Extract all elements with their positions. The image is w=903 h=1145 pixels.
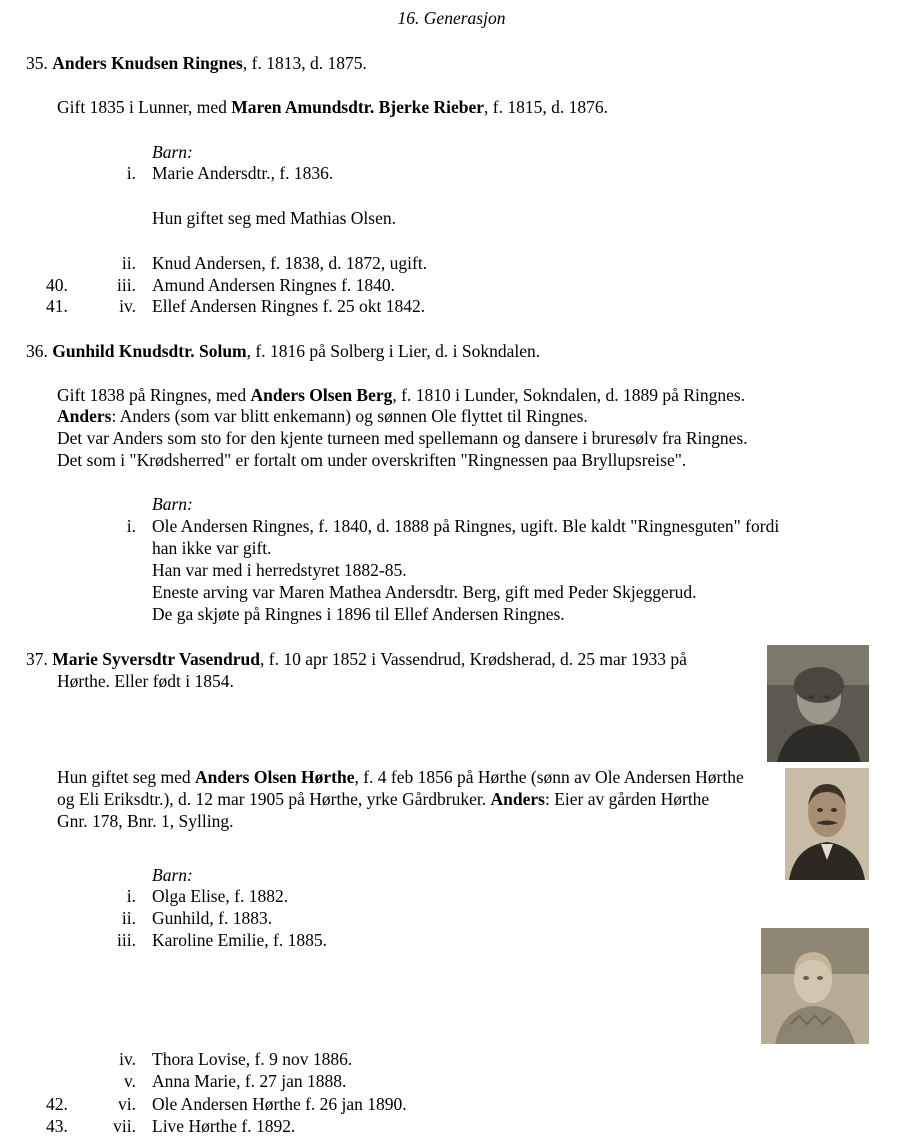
child-roman: ii. (121, 253, 136, 273)
entry-37-header-cont: Hørthe. Eller født i 1854. (57, 671, 234, 691)
child-text: Karoline Emilie, f. 1885. (152, 930, 327, 950)
child-text: Thora Lovise, f. 9 nov 1886. (152, 1049, 353, 1069)
child-text: Olga Elise, f. 1882. (152, 886, 289, 906)
spouse-name: Anders Olsen Hørthe (195, 767, 355, 787)
page-title: 16. Generasjon (397, 8, 506, 28)
child-text: Marie Andersdtr., f. 1836. (152, 163, 334, 183)
entry-36-note-1: Anders: Anders (som var blitt enkemann) og sønnen Ole flyttet til Ringnes. (57, 406, 588, 426)
child-text: Knud Andersen, f. 1838, d. 1872, ugift. (152, 253, 428, 273)
child-roman: i. (126, 516, 136, 536)
entry-37-header (26, 648, 687, 670)
child-roman: iv. (119, 296, 136, 316)
person-name: Gunhild Knudsdtr. Solum (52, 341, 247, 361)
entry-number: 37. (26, 649, 48, 669)
person-dates: , f. 1816 på Solberg i Lier, d. i Sokndalen. (246, 341, 541, 361)
child-text: Eneste arving var Maren Mathea Andersdtr. Berg, gift med Peder Skjeggerud. (152, 582, 697, 602)
child-roman: iii. (117, 930, 136, 950)
child-ref-number: 40. (46, 275, 68, 295)
child-roman: vi. (118, 1094, 136, 1114)
entry-36-header (26, 340, 540, 362)
child-text: Ole Andersen Hørthe f. 26 jan 1890. (152, 1094, 407, 1114)
person-dates: , f. 1813, d. 1875. (242, 53, 367, 73)
child-text: Live Hørthe f. 1892. (152, 1116, 296, 1136)
person-name: Marie Syversdtr Vasendrud (52, 649, 260, 669)
child-roman: i. (126, 163, 136, 183)
entry-36-marriage: Gift 1838 på Ringnes, med Anders Olsen Berg, f. 1810 i Lunder, Sokndalen, d. 1889 på Ringnes. (57, 385, 746, 405)
child-text: Gunhild, f. 1883. (152, 908, 273, 928)
child-roman: iv. (119, 1049, 136, 1069)
spouse-name: Maren Amundsdtr. Bjerke Rieber (231, 97, 485, 117)
child-ref-number: 43. (46, 1116, 68, 1136)
child-note: Hun giftet seg med Mathias Olsen. (152, 208, 396, 228)
entry-35-header (26, 52, 367, 74)
child-roman: ii. (121, 908, 136, 928)
barn-label: Barn: (152, 494, 193, 514)
entry-number: 36. (26, 341, 48, 361)
person-dates: , f. 10 apr 1852 i Vassendrud, Krødsherad, d. 25 mar 1933 på (260, 649, 687, 669)
entry-37-marriage-3: Gnr. 178, Bnr. 1, Sylling. (57, 811, 234, 831)
child-text: Han var med i herredstyret 1882-85. (152, 560, 407, 580)
young-woman-photo (761, 928, 869, 1044)
elderly-woman-photo (767, 645, 869, 762)
child-roman: iii. (117, 275, 136, 295)
child-roman: i. (126, 886, 136, 906)
entry-36-note-2: Det var Anders som sto for den kjente turneen med spellemann og dansere i bruresølv fra Ringnes. (57, 428, 748, 448)
entry-37-marriage: Hun giftet seg med Anders Olsen Hørthe, f. 4 feb 1856 på Hørthe (sønn av Ole Andersen Hørthe (57, 767, 744, 787)
child-text: han ikke var gift. (152, 538, 272, 558)
entry-37-marriage-2: og Eli Eriksdtr.), d. 12 mar 1905 på Hørthe, yrke Gårdbruker. Anders: Eier av gården Hørthe (57, 789, 710, 809)
child-roman: v. (124, 1071, 136, 1091)
person-name: Anders Knudsen Ringnes (52, 53, 243, 73)
man-with-moustache-photo (785, 768, 869, 880)
child-text: Anna Marie, f. 27 jan 1888. (152, 1071, 347, 1091)
child-text: Ellef Andersen Ringnes f. 25 okt 1842. (152, 296, 426, 316)
child-ref-number: 41. (46, 296, 68, 316)
child-text: Amund Andersen Ringnes f. 1840. (152, 275, 396, 295)
spouse-name: Anders Olsen Berg (250, 385, 393, 405)
child-text: Ole Andersen Ringnes, f. 1840, d. 1888 på Ringnes, ugift. Ble kaldt "Ringnesguten" fordi (152, 516, 780, 536)
barn-label: Barn: (152, 865, 193, 885)
entry-35-marriage: Gift 1835 i Lunner, med Maren Amundsdtr. Bjerke Rieber, f. 1815, d. 1876. (57, 97, 608, 117)
entry-36-note-3: Det som i "Krødsherred" er fortalt om under overskriften "Ringnessen paa Bryllupsreise". (57, 450, 687, 470)
child-text: De ga skjøte på Ringnes i 1896 til Ellef Andersen Ringnes. (152, 604, 565, 624)
barn-label: Barn: (152, 142, 193, 162)
child-roman: vii. (113, 1116, 136, 1136)
entry-number: 35. (26, 53, 48, 73)
child-ref-number: 42. (46, 1094, 68, 1114)
